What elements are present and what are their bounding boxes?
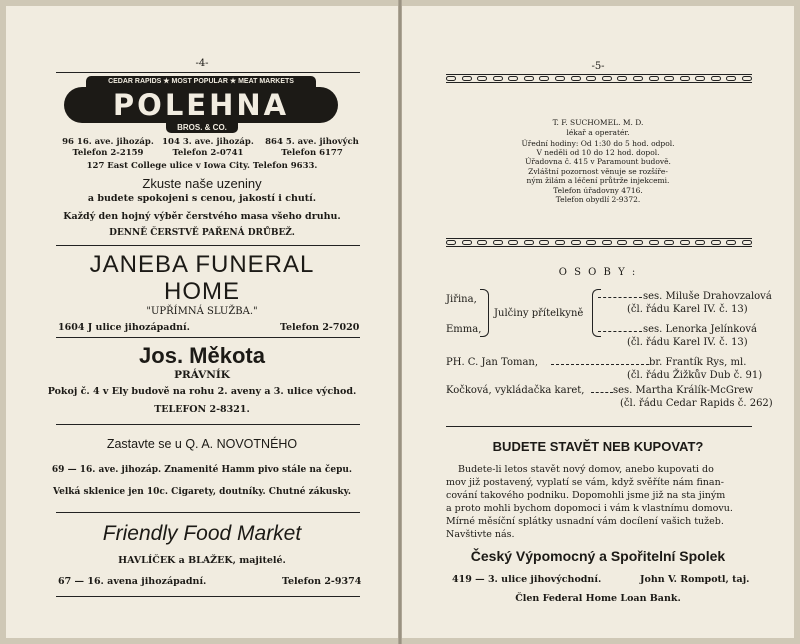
- polehna-addr3: 864 5. ave. jihových: [265, 137, 359, 147]
- cast-heading: O S O B Y :: [558, 267, 638, 278]
- savings-name: Český Výpomocný a Spořitelní Spolek: [470, 548, 726, 564]
- janeba-title2: HOME: [164, 278, 240, 305]
- polehna-headline: Zkuste naše uzeniny: [142, 176, 262, 191]
- cast-actor1: ses. Miluše Drahovzalová: [643, 291, 772, 302]
- cast-jirina: Jiřina,: [446, 294, 477, 305]
- left-page: [6, 6, 398, 638]
- polehna-line3: Každý den hojný výběr čerstvého masa všeho druhu.: [63, 211, 341, 222]
- novotny-line2: Velká sklenice jen 10c. Cigarety, doutníky. Chutné zákusky.: [53, 487, 351, 497]
- polehna-line2: a budete spokojeni s cenou, jakostí i chutí.: [87, 193, 317, 204]
- polehna-banner: CEDAR RAPIDS ★ MOST POPULAR ★ MEAT MARKETS: [86, 76, 316, 87]
- page-number-right: -5-: [591, 61, 605, 72]
- cast-lodge2: (čl. řádu Karel IV. č. 13): [627, 337, 748, 348]
- mekota-phone: TELEFON 2-8321.: [154, 404, 250, 415]
- janeba-address: 1604 J ulice jihozápadní.: [58, 322, 190, 333]
- doctor-special1: Zvláštní pozornost věnuje se rozšíře-: [528, 167, 668, 176]
- rule: [56, 424, 360, 425]
- cast-lodge3: (čl. řádu Žižkův Dub č. 91): [627, 370, 763, 381]
- polehna-college: 127 East College ulice v Iowa City. Telefon 9633.: [86, 161, 318, 171]
- cast-role3: PH. C. Jan Toman,: [446, 357, 539, 368]
- doctor-hours2: V neděli od 10 do 12 hod. dopol.: [536, 148, 660, 157]
- doctor-hours1: Úřední hodiny: Od 1:30 do 5 hod. odpol.: [521, 139, 675, 148]
- savings-p4: a proto mohli bychom dopomoci i vám k vlastnímu domovu.: [446, 503, 733, 514]
- doctor-tel1: Telefon úřadovny 4716.: [553, 186, 643, 195]
- polehna-sub: BROS. & CO.: [166, 122, 238, 133]
- janeba-phone: Telefon 2-7020: [280, 322, 360, 333]
- savings-p6: Navštivte nás.: [446, 529, 515, 540]
- cast-lodge4: (čl. řádu Cedar Rapids č. 262): [620, 398, 773, 409]
- doctor-special2: ným žilám a léčení průtrže injekcemi.: [526, 176, 670, 185]
- rule: [56, 72, 360, 73]
- rule: [56, 337, 360, 338]
- dash-leader: [598, 297, 642, 298]
- chain-border-top: [446, 74, 752, 83]
- chain-border-bottom: [446, 238, 752, 247]
- novotny-line1: 69 — 16. ave. jihozáp. Znamenité Hamm pivo stále na čepu.: [51, 465, 353, 475]
- friendly-address: 67 — 16. avena jihozápadní.: [58, 576, 207, 587]
- savings-address: 419 — 3. ulice jihovýchodní.: [452, 574, 602, 585]
- janeba-title1: JANEBA FUNERAL: [89, 251, 315, 278]
- rule: [56, 245, 360, 246]
- doctor-office: Úřadovna č. 415 v Paramount budově.: [525, 157, 671, 166]
- mekota-title: PRÁVNÍK: [174, 369, 230, 381]
- cast-actor3: br. Frantík Rys, ml.: [649, 357, 747, 368]
- right-page: [402, 6, 794, 638]
- savings-secretary: John V. Rompotl, taj.: [640, 574, 750, 585]
- polehna-tel2: Telefon 2-0741: [172, 148, 244, 158]
- friendly-owners: HAVLÍČEK a BLAŽEK, majitelé.: [118, 555, 286, 566]
- rule: [56, 596, 360, 597]
- polehna-line4: DENNĚ ČERSTVĚ PAŘENÁ DRŮBEŽ.: [109, 228, 295, 238]
- cast-actor2: ses. Lenorka Jelínková: [643, 324, 757, 335]
- savings-p3: cování takového podniku. Dopomohli jsme již na sta jiným: [446, 490, 726, 501]
- rule: [56, 512, 360, 513]
- doctor-name: T. F. SUCHOMEL. M. D.: [552, 118, 644, 127]
- brace-left: [480, 289, 489, 337]
- friendly-phone: Telefon 2-9374: [282, 576, 362, 587]
- savings-headline: BUDETE STAVĚT NEB KUPOVAT?: [492, 439, 704, 454]
- cast-actor4: ses. Martha Králík-McGrew: [613, 385, 754, 396]
- dash-leader: [598, 331, 642, 332]
- doctor-role: lékař a operatér.: [566, 128, 630, 137]
- savings-p1: Budete-li letos stavět nový domov, anebo kupovati do: [458, 464, 714, 475]
- polehna-addr2: 104 3. ave. jihozáp.: [162, 137, 254, 147]
- polehna-tel3: Telefon 6177: [281, 148, 343, 158]
- cast-friends: Julčiny přítelkyně: [494, 308, 584, 319]
- novotny-headline: Zastavte se u Q. A. NOVOTNÉHO: [106, 437, 298, 451]
- savings-member: Člen Federal Home Loan Bank.: [515, 593, 681, 604]
- cast-role4: Kočková, vykládačka karet,: [446, 385, 585, 396]
- dash-leader: [551, 364, 649, 365]
- dash-leader: [591, 392, 613, 393]
- rule: [446, 426, 752, 427]
- polehna-logo-text: POLEHNA: [64, 87, 338, 123]
- cast-lodge1: (čl. řádu Karel IV. č. 13): [627, 304, 748, 315]
- cast-emma: Emma,: [446, 324, 482, 335]
- polehna-tel1: Telefon 2-2159: [72, 148, 144, 158]
- janeba-slogan: "UPŘÍMNÁ SLUŽBA.": [146, 306, 258, 317]
- doctor-tel2: Telefon obydlí 2-9372.: [555, 195, 641, 204]
- savings-p2: mov již postavený, vyplatí se vám, když svěříte nám finan-: [446, 477, 724, 488]
- page-number-left: -4-: [195, 58, 209, 69]
- friendly-name: Friendly Food Market: [102, 522, 302, 545]
- polehna-addr1: 96 16. ave. jihozáp.: [62, 137, 154, 147]
- savings-p5: Mírné měsíční splátky usnadní vám docílení vašich tužeb.: [446, 516, 724, 527]
- mekota-name: Jos. Měkota: [139, 343, 265, 368]
- mekota-address: Pokoj č. 4 v Ely budově na rohu 2. aveny a 3. ulice východ.: [47, 386, 357, 397]
